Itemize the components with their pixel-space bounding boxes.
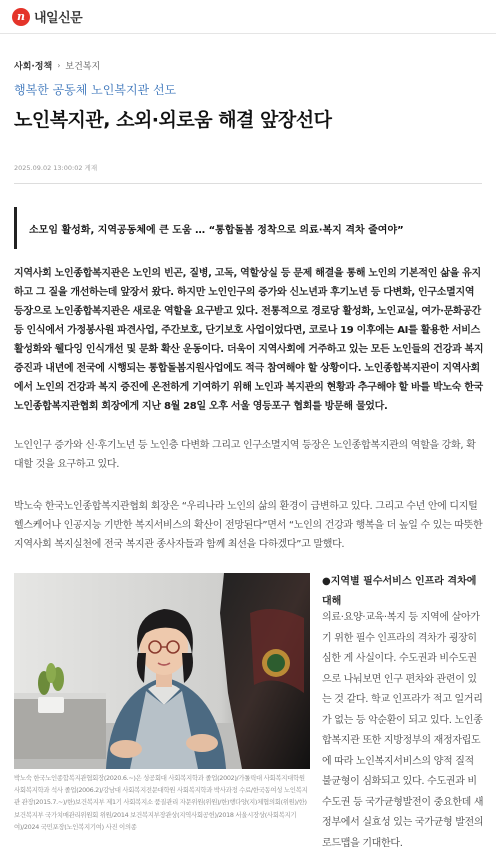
breadcrumb-subsection[interactable]: 보건복지 [65, 62, 101, 72]
breadcrumb-section[interactable]: 사회·정책 [14, 62, 53, 72]
article-paragraph: 노인인구 증가와 신·후기노년 등 노인층 다변화 그리고 인구소멸지역 등장은 노인종합복지관의 역할을 강화, 확대할 것을 요구하고 있다. [14, 440, 476, 470]
article-summary: 소모임 활성화, 지역공동체에 큰 도움 … “통합돌봄 정착으로 의료·복지 격차 줄여야” [29, 224, 404, 236]
article-timestamp: 2025.09.02 13:00:02 게재 [14, 164, 98, 172]
article-paragraph: 의료·요양·교육·복지 등 지역에 살아가기 위한 필수 인프라의 격차가 굉장히 심한 게 사실이다. 수도권과 비수도권으로 나눠보면 인구 편차와 관련이 있는 것 같다. 학교 인프라가 적고 일거리가 없는 등 악순환이 되고 있다. 노인종합복지관 또한 지방정부의 재정자립도에 따라 노인복지서비스의 양적 질적 불균형이 심화되고 있다. 수도권과 비수도권 등 국가균형발전이 중요한데 새정부에서 실효성 있는 국가균형 발전의 로드맵을 기대한다. [322, 612, 484, 849]
divider [14, 183, 482, 184]
photo-caption: 박노숙 한국노인종합복지관협회장(2020.6.~)은 성공회대 사회복지학과 졸업(2002)/가톨릭대 사회복지대학원 사회복지학과 석사 졸업(2006.2)/강남대 사회복지전문대학원 사회복지학과 박사과정 수료/한국동여성 노인복지관 관장(2015.7.~)/한)보건복지부 제1기 사회복지소 품질관리 자문위원(위원)/한)행다양(지)체협의회(위원)/한) 보건복지부 국가치매관리위원회 위원/2014 보건복지부장관상(지역사회공헌)/2018 서울시장상(사회복지기여)/2024 국민포장(노인복지기여) 사진 이의종 [14, 774, 308, 831]
subheading: ●지역별 필수서비스 인프라 격차에 대해 [322, 576, 477, 607]
article-title: 노인복지관, 소외·외로움 해결 앞장선다 [14, 109, 332, 131]
article-kicker: 행복한 공동체 노인복지관 선도 [14, 83, 177, 97]
breadcrumb [14, 59, 100, 72]
article-paragraph: 박노숙 한국노인종합복지관협회 회장은 “우리나라 노인의 삶의 환경이 급변하고 있다. 그리고 수년 안에 디지털 헬스케어나 인공지능 기반한 복지서비스의 확산이 전망된다”면서 “노인의 건강과 행복을 더 높일 수 있는 따뜻한 지역사회 복지실천에 전국 복지관 종사자들과 함께 최선을 다하겠다”고 말했다. [14, 501, 483, 550]
site-logo-text[interactable]: 내일신문 [34, 11, 83, 26]
interview-photo-illustration [14, 573, 310, 769]
article-lead: 지역사회 노인종합복지관은 노인의 빈곤, 질병, 고독, 역할상실 등 문제 해결을 통해 노인의 기본적인 삶을 유지하고 그 질을 개선하는데 앞장서 왔다. 하지만 노인인구의 증가와 신노년과 후기노년 등 다변화, 인구소멸지역 등장으로 노인종합복지관은 새로운 역할을 요구받고 있다. 전통적으로 경로당 활성화, 노인교실, 여가·문화공간 등 인식에서 가정봉사원 파견사업, 주간보호, 단기보호 사업이었다면, 코로나 19 이후에는 AI를 활용한 서비스활성화와 웰다잉 인식개선 및 문화 확산 운동이다. 더욱이 지역사회에 거주하고 있는 모든 노인들의 건강과 복지 증진과 내년에 전국에 시행되는 통합돌봄지원사업에도 적극 참여해야 할 상황이다. 노인종합복지관이 지역사회에서 노인의 건강과 복지 증진에 온전하게 기여하기 위해 노인과 복지관의 현황과 추구해야 할 바를 박노숙 한국노인종합복지관협회 회장에게 지난 8월 28일 오후 서울 영등포구 협회를 방문해 물었다. [14, 268, 484, 412]
site-logo-icon[interactable]: n [12, 8, 30, 26]
article-photo [14, 573, 310, 769]
site-header [0, 0, 496, 34]
chevron-right-icon: › [57, 61, 61, 70]
article-summary-box [14, 207, 482, 249]
